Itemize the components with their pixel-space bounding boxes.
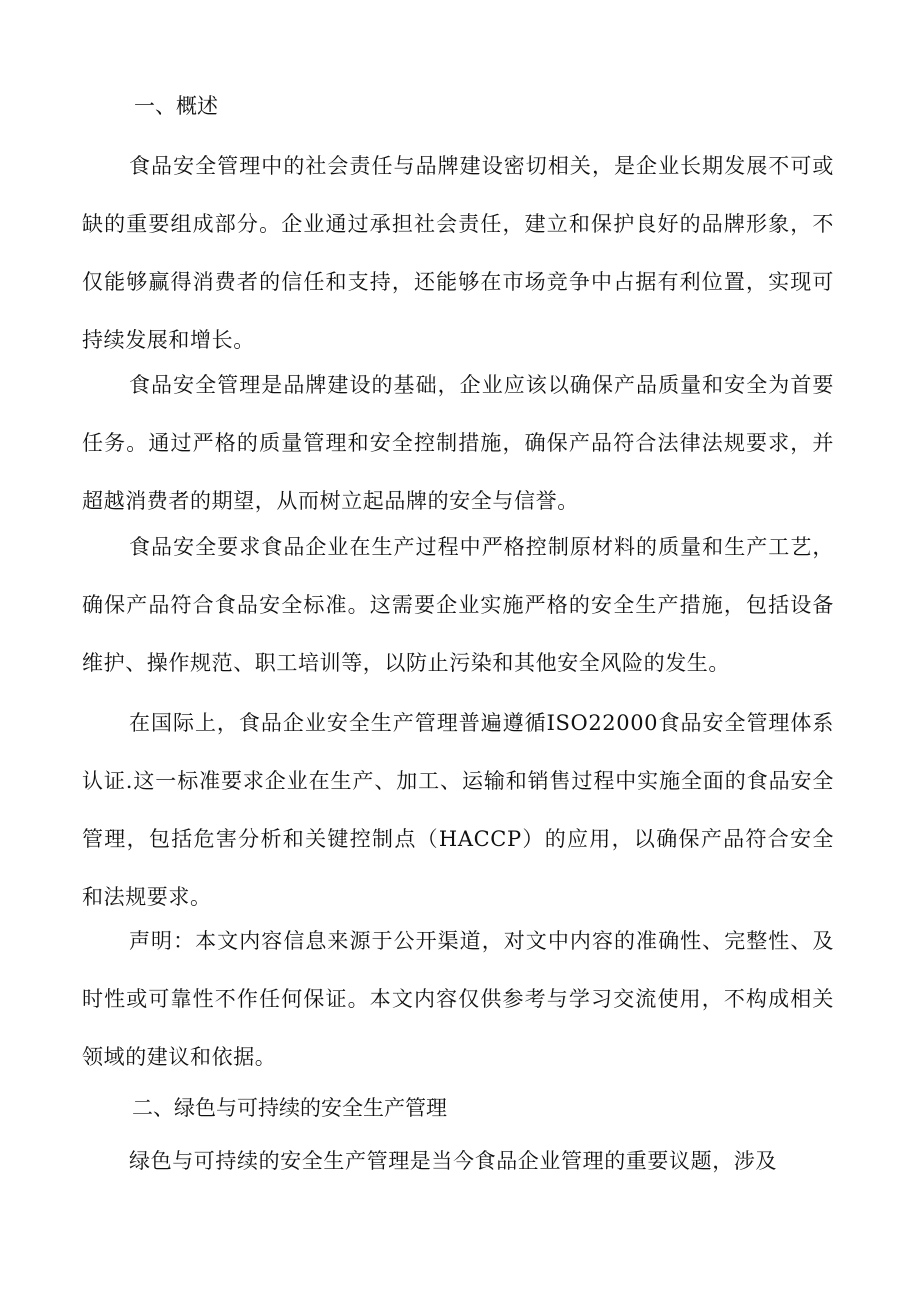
paragraph-disclaimer: 声明：本文内容信息来源于公开渠道，对文中内容的准确性、完整性、及时性或可靠性不作任何保证。本文内容仅供参考与学习交流使用，不构成相关领域的建议和依据。 [82, 929, 834, 1069]
section-heading-overview: 一、概述 [134, 94, 218, 118]
paragraph-production-control: 食品安全要求食品企业在生产过程中严格控制原材料的质量和生产工艺，确保产品符合食品安全标准。这需要企业实施严格的安全生产措施，包括设备维护、操作规范、职工培训等，以防止污染和其他安全风险的发生。 [82, 535, 834, 675]
paragraph-green-sustainable-intro: 绿色与可持续的安全生产管理是当今食品企业管理的重要议题，涉及 [129, 1149, 777, 1173]
paragraph-social-responsibility: 食品安全管理中的社会责任与品牌建设密切相关，是企业长期发展不可或缺的重要组成部分。企业通过承担社会责任，建立和保护良好的品牌形象，不仅能够赢得消费者的信任和支持，还能够在市场竞争中占据有利位置，实现可持续发展和增长。 [82, 154, 834, 352]
paragraph-brand-foundation: 食品安全管理是品牌建设的基础，企业应该以确保产品质量和安全为首要任务。通过严格的质量管理和安全控制措施，确保产品符合法律法规要求，并超越消费者的期望，从而树立起品牌的安全与信誉。 [82, 373, 834, 513]
section-heading-green-sustainable: 二、绿色与可持续的安全生产管理 [132, 1096, 447, 1120]
paragraph-iso22000: 在国际上，食品企业安全生产管理普遍遵循ISO22000食品安全管理体系认证.这一标准要求企业在生产、加工、运输和销售过程中实施全面的食品安全管理，包括危害分析和关键控制点（HACCP）的应用，以确保产品符合安全和法规要求。 [82, 711, 834, 909]
